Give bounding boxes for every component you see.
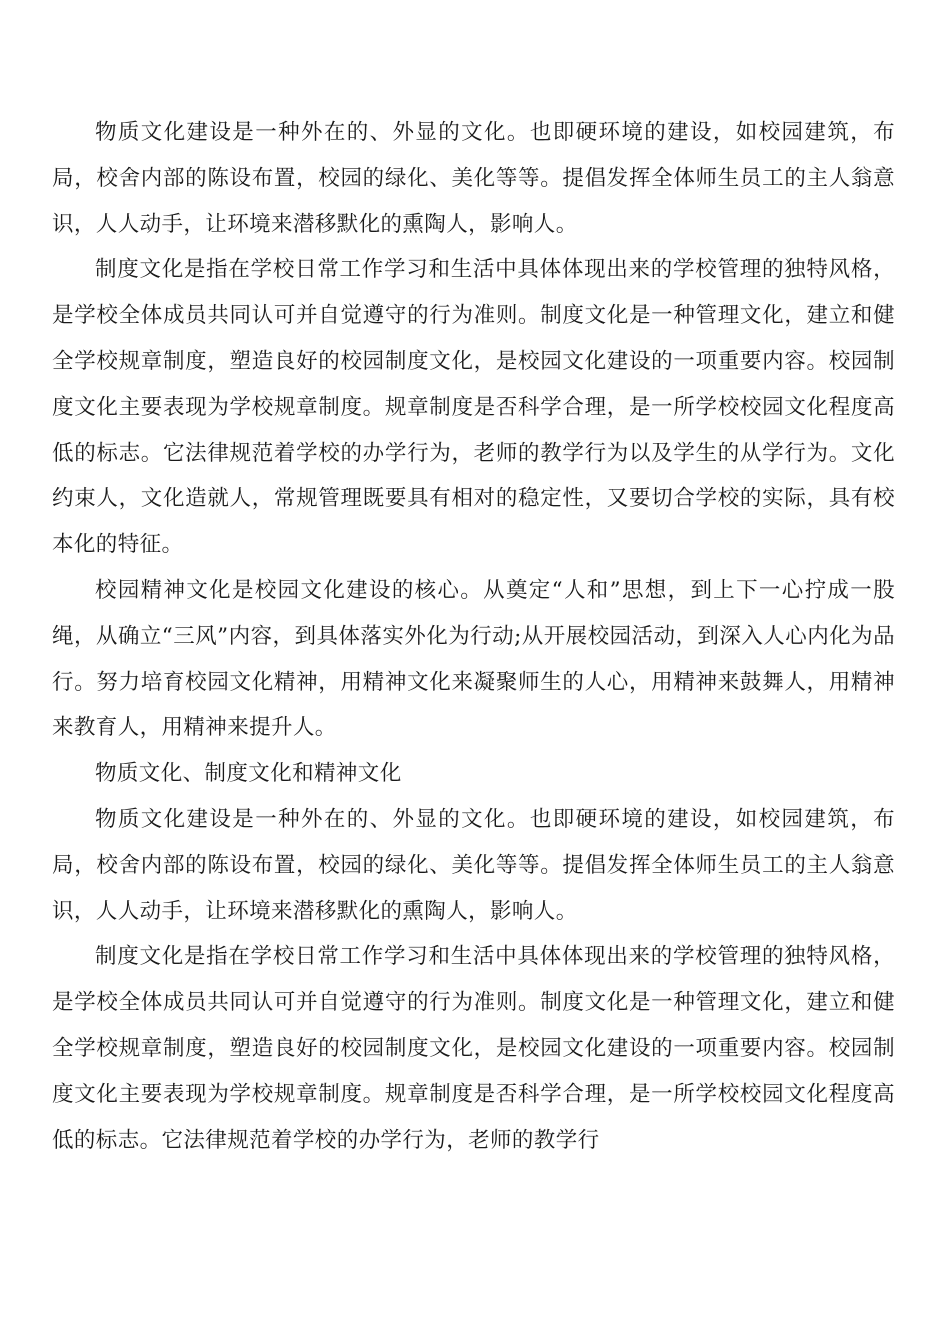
paragraph-material-culture: 物质文化建设是一种外在的、外显的文化。也即硬环境的建设，如校园建筑，布局，校舍内部的陈设布置，校园的绿化、美化等等。提倡发挥全体师生员工的主人翁意识，人人动手，让环境来潜移默化的熏陶人，影响人。: [52, 120, 895, 237]
paragraph-spiritual-culture: 校园精神文化是校园文化建设的核心。从奠定“人和”思想，到上下一心拧成一股绳，从确立“三风”内容，到具体落实外化为行动;从开展校园活动，到深入人心内化为品行。努力培育校园文化精神，用精神文化来凝聚师生的人心，用精神来鼓舞人，用精神来教育人，用精神来提升人。: [52, 577, 895, 741]
section-heading: 物质文化、制度文化和精神文化: [95, 761, 402, 787]
paragraph-institutional-culture: 制度文化是指在学校日常工作学习和生活中具体体现出来的学校管理的独特风格，是学校全体成员共同认可并自觉遵守的行为准则。制度文化是一种管理文化，建立和健全学校规章制度，塑造良好的校园制度文化，是校园文化建设的一项重要内容。校园制度文化主要表现为学校规章制度。规章制度是否科学合理，是一所学校校园文化程度高低的标志。它法律规范着学校的办学行为，老师的教学行为以及学生的从学行为。文化约束人，文化造就人，常规管理既要具有相对的稳定性，又要切合学校的实际，具有校本化的特征。: [52, 257, 895, 558]
paragraph-material-culture-repeat: 物质文化建设是一种外在的、外显的文化。也即硬环境的建设，如校园建筑，布局，校舍内部的陈设布置，校园的绿化、美化等等。提倡发挥全体师生员工的主人翁意识，人人动手，让环境来潜移默化的熏陶人，影响人。: [52, 806, 895, 924]
paragraph-institutional-culture-repeat: 制度文化是指在学校日常工作学习和生活中具体体现出来的学校管理的独特风格，是学校全体成员共同认可并自觉遵守的行为准则。制度文化是一种管理文化，建立和健全学校规章制度，塑造良好的校园制度文化，是校园文化建设的一项重要内容。校园制度文化主要表现为学校规章制度。规章制度是否科学合理，是一所学校校园文化程度高低的标志。它法律规范着学校的办学行为，老师的教学行: [52, 944, 895, 1153]
document-page: [52, 110, 895, 1163]
